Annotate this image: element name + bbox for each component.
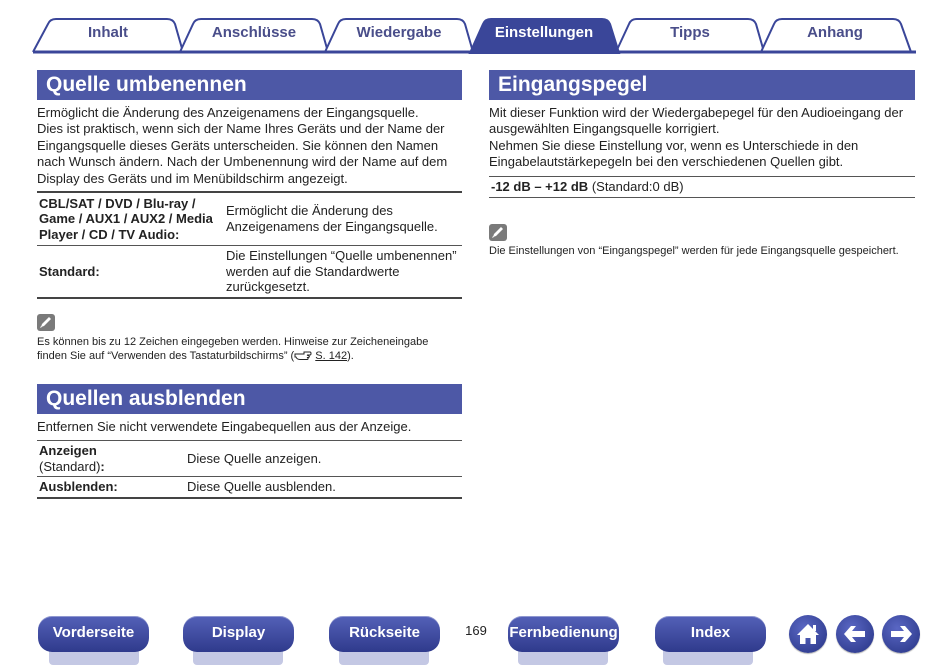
value-line: Die Einstellungen “Quelle umbenennen” [226, 248, 457, 264]
value-line: werden auf die Standardwerte [226, 263, 400, 279]
input-level-note: Die Einstellungen von “Eingangspegel” werden für jede Eingangsquelle gespeichert. [489, 244, 899, 257]
page-number: 169 [465, 623, 487, 638]
range-value: -12 dB – +12 dB [491, 178, 589, 194]
value-line: Ermöglicht die Änderung des [226, 203, 393, 219]
tab-bar [0, 0, 950, 56]
index-button[interactable]: Index [655, 616, 766, 652]
note-line: Es können bis zu 12 Zeichen eingegeben werden. Hinweise zur Zeicheneingabe [37, 336, 429, 349]
rename-line: Ermöglicht die Änderung des Anzeigenamens der Eingangsquelle. [37, 105, 419, 120]
tab-anhang[interactable]: Anhang [807, 24, 863, 41]
table-row [37, 477, 462, 498]
tab-einstellungen[interactable]: Einstellungen [494, 24, 594, 41]
home-icon[interactable] [789, 615, 827, 653]
key-sub: (Standard) [39, 458, 101, 474]
front-panel-button[interactable]: Vorderseite [38, 616, 149, 652]
input-level-line: ausgewählten Eingangsquelle korrigiert. [489, 121, 720, 137]
option-key [37, 441, 187, 477]
note-line: finden Sie auf “Verwenden des Tastaturbildschirms” ( S. 142). [37, 349, 462, 365]
table-row [37, 192, 462, 245]
pencil-icon [37, 314, 55, 331]
table-row [37, 245, 462, 298]
rear-panel-button[interactable]: Rückseite [329, 616, 440, 652]
option-value [226, 192, 462, 245]
input-level-range [489, 176, 915, 198]
tab-wiedergabe[interactable]: Wiedergabe [356, 24, 442, 41]
rename-options-table [37, 191, 462, 299]
section-title-rename: Quelle umbenennen [37, 70, 462, 100]
right-column [489, 70, 915, 258]
key-line: Game / AUX1 / AUX2 / Media [39, 211, 213, 227]
hide-intro: Entfernen Sie nicht verwendete Eingabequellen aus der Anzeige. [37, 419, 412, 435]
hide-options-table [37, 440, 462, 499]
value-line: zurückgesetzt. [226, 279, 310, 295]
rename-note [37, 335, 462, 365]
option-key [37, 192, 226, 245]
option-value: Diese Quelle anzeigen. [187, 451, 322, 467]
table-row [37, 441, 462, 477]
option-key [37, 245, 226, 298]
pointing-hand-icon [294, 350, 312, 365]
key-colon: : [100, 458, 105, 474]
rename-description [37, 105, 462, 187]
tab-inhalt[interactable]: Inhalt [88, 24, 128, 41]
input-level-line: Mit dieser Funktion wird der Wiedergabepegel für den Audioeingang der [489, 105, 904, 120]
rename-line: nach Wunsch ändern. Nach der Umbenennung wird der Name auf dem [37, 154, 448, 170]
arrow-left-icon[interactable] [836, 615, 874, 653]
rename-line: Display des Geräts und im Menübildschirm angezeigt. [37, 170, 348, 186]
arrow-right-icon[interactable] [882, 615, 920, 653]
value-line: Anzeigenamens der Eingangsquelle. [226, 218, 438, 234]
option-value: Diese Quelle ausblenden. [187, 479, 336, 495]
key-line: Standard: [39, 263, 100, 279]
input-level-description [489, 105, 915, 171]
key-line: Player / CD / TV Audio: [39, 226, 180, 242]
rename-line: Dies ist praktisch, wenn sich der Name Ihres Geräts und der Name der [37, 121, 445, 137]
range-default: (Standard:0 dB) [591, 178, 684, 194]
option-value [226, 245, 462, 298]
section-title-hide: Quellen ausblenden [37, 384, 462, 414]
left-column [37, 70, 462, 499]
tab-tipps[interactable]: Tipps [670, 24, 710, 41]
section-title-input-level: Eingangspegel [489, 70, 915, 100]
pencil-icon [489, 224, 507, 241]
page-reference-link[interactable]: S. 142 [315, 350, 348, 363]
input-level-line: Nehmen Sie diese Einstellung vor, wenn es Unterschiede in den [489, 137, 859, 153]
display-button[interactable]: Display [183, 616, 294, 652]
remote-control-button[interactable]: Fernbedienung [508, 616, 619, 652]
key-line: Anzeigen [39, 443, 97, 459]
option-key: Ausblenden: [39, 479, 118, 495]
tab-anschluesse[interactable]: Anschlüsse [211, 24, 297, 41]
key-line: CBL/SAT / DVD / Blu-ray / [39, 195, 196, 211]
rename-line: Eingangsquelle dieses Geräts unterscheiden. Sie können den Namen [37, 137, 439, 153]
input-level-line: Eingabelautstärkepegeln bei den verschiedenen Quellen gibt. [489, 154, 844, 170]
